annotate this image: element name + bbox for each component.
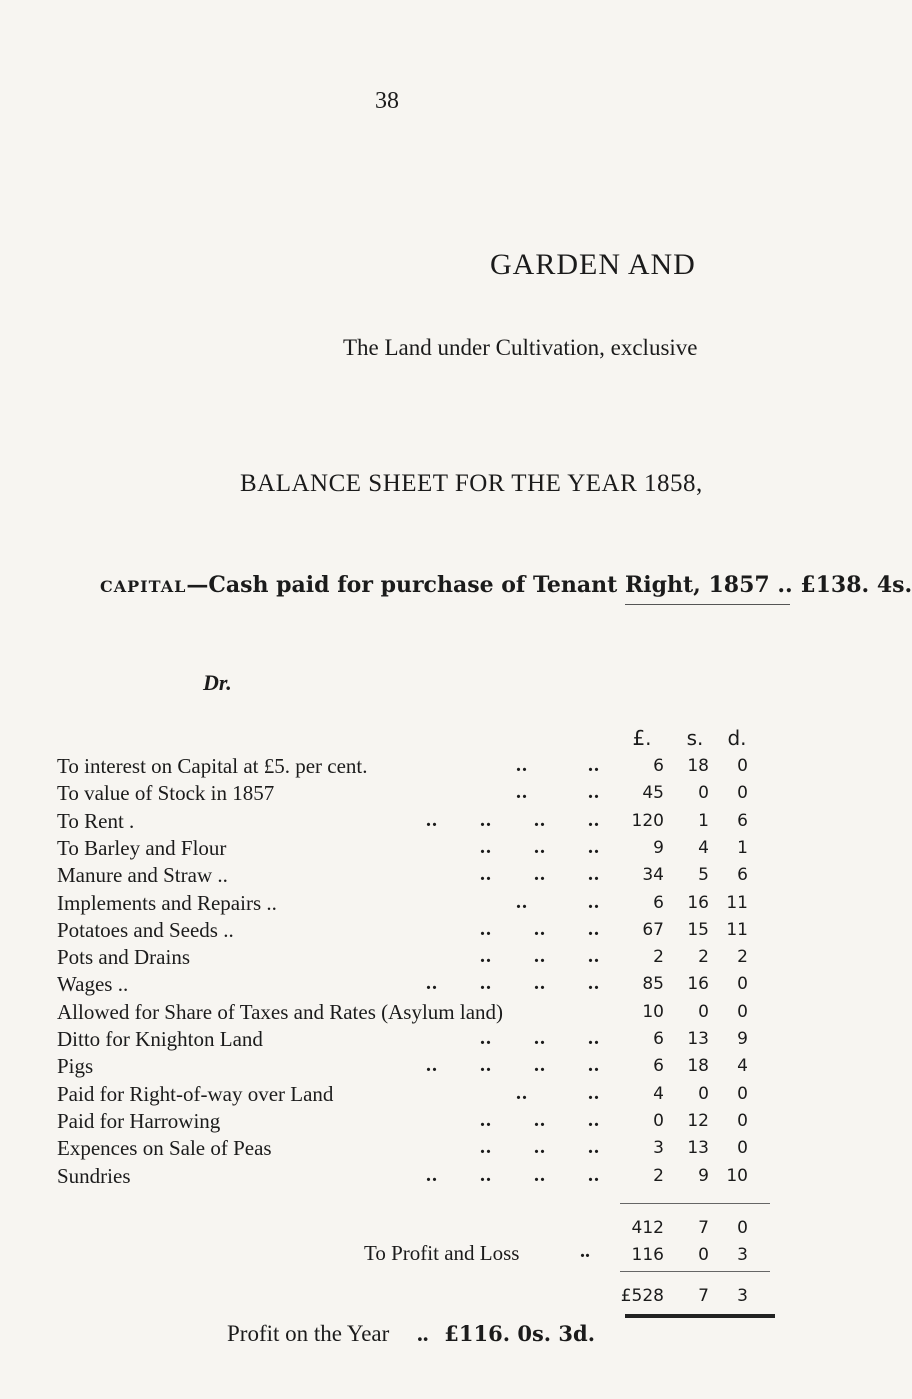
leader-dots: .. .. .. <box>480 945 600 968</box>
entry-pence: 0 <box>737 783 748 804</box>
entry-shillings: 2 <box>698 947 709 968</box>
entry-label: Ditto for Knighton Land <box>57 1027 263 1051</box>
leader-dots: .. .. .. .. <box>426 1054 600 1077</box>
leader-dots: .. .. .. <box>480 1108 600 1131</box>
entry-pounds: 9 <box>653 837 664 858</box>
leader-dots: .. .. <box>516 781 600 804</box>
entry-pence: 0 <box>737 1138 748 1159</box>
column-header-pence: d. <box>727 726 747 750</box>
ledger-row <box>0 918 800 945</box>
entry-shillings: 15 <box>687 919 709 940</box>
entry-shillings: 4 <box>698 837 709 858</box>
profit-on-year-dots: .. <box>417 1321 429 1346</box>
ledger-row <box>0 945 800 972</box>
leader-dots: .. .. <box>516 1081 600 1104</box>
leader-dots: .. .. .. <box>480 1136 600 1159</box>
entry-label: To Rent . <box>57 808 135 833</box>
ledger-row <box>0 863 800 890</box>
ledger-row <box>0 1027 800 1054</box>
ledger-row <box>0 781 800 808</box>
profit-on-year-label: Profit on the Year <box>227 1321 390 1346</box>
column-header-shillings: s. <box>686 726 704 750</box>
capital-underline <box>625 604 790 605</box>
entry-shillings: 18 <box>687 756 709 776</box>
entry-pence: 10 <box>726 1165 748 1186</box>
entry-label: Pots and Drains <box>57 945 190 970</box>
ledger-row <box>0 891 800 918</box>
entry-pence: 9 <box>737 1029 748 1049</box>
ledger-row <box>0 972 800 999</box>
entry-pounds: 67 <box>642 919 664 940</box>
profit-and-loss-shillings: 0 <box>698 1245 709 1265</box>
entry-shillings: 1 <box>698 810 709 831</box>
ledger-row <box>0 809 800 836</box>
entry-shillings: 16 <box>687 974 709 995</box>
leader-dots: .. .. .. .. <box>426 1163 600 1186</box>
entry-shillings: 13 <box>687 1138 709 1159</box>
grand-total-pounds: £528 <box>620 1286 664 1306</box>
page-subheading: The Land under Cultivation, exclusive <box>343 335 698 360</box>
page-number: 38 <box>375 88 399 114</box>
leader-dots: .. .. .. <box>480 863 600 886</box>
leader-dots: .. .. <box>516 890 600 913</box>
entry-pounds: 6 <box>653 892 664 913</box>
ledger-row <box>0 1136 800 1163</box>
profit-on-year-line <box>227 1321 595 1347</box>
column-header-pounds: £. <box>632 726 652 750</box>
profit-and-loss-dots: .. <box>580 1240 590 1262</box>
entry-pounds: 0 <box>653 1110 664 1131</box>
ledger-row <box>0 1082 800 1109</box>
profit-and-loss-pence: 3 <box>737 1245 748 1265</box>
entry-pounds: 6 <box>653 756 664 776</box>
entry-shillings: 18 <box>687 1056 709 1077</box>
entry-pence: 11 <box>726 892 748 913</box>
entry-label: Wages .. <box>57 972 129 997</box>
ledger-row <box>0 754 800 781</box>
entry-pounds: 4 <box>653 1083 664 1104</box>
entry-pence: 0 <box>737 1083 748 1104</box>
entry-label: Sundries <box>57 1163 131 1188</box>
entry-pounds: 2 <box>653 1165 664 1186</box>
entry-pence: 4 <box>737 1056 748 1077</box>
leader-dots: .. .. <box>516 754 600 776</box>
entry-shillings: 9 <box>698 1165 709 1186</box>
debit-side-label: Dr. <box>203 670 232 695</box>
ledger-row <box>0 836 800 863</box>
leader-dots: .. .. .. <box>480 917 600 940</box>
entry-pence: 2 <box>737 947 748 968</box>
entry-pounds: 120 <box>631 810 664 831</box>
grand-total-double-rule <box>625 1314 775 1318</box>
profit-on-year-amount: £116. 0s. 3d. <box>444 1321 596 1346</box>
leader-dots: .. .. .. <box>480 1027 600 1049</box>
entry-label: Allowed for Share of Taxes and Rates (Asylum land) <box>57 999 504 1024</box>
entry-label: Pigs <box>57 1054 94 1079</box>
capital-line <box>100 572 912 598</box>
entry-pence: 0 <box>737 756 748 776</box>
leader-dots: .. .. .. .. <box>426 972 600 995</box>
page-heading: GARDEN AND <box>490 248 696 281</box>
entry-shillings: 16 <box>687 892 709 913</box>
profit-and-loss-pounds: 116 <box>631 1245 664 1265</box>
entry-label: To interest on Capital at £5. per cent. <box>57 754 368 778</box>
entry-pence: 0 <box>737 1110 748 1131</box>
balance-sheet-title: BALANCE SHEET FOR THE YEAR 1858, <box>240 470 703 497</box>
entry-pounds: 3 <box>653 1138 664 1159</box>
entry-pounds: 10 <box>642 1001 664 1022</box>
entry-pounds: 6 <box>653 1029 664 1049</box>
subtotal-shillings: 7 <box>698 1218 709 1238</box>
capital-label: CAPITAL <box>100 577 187 596</box>
ledger-row <box>0 1054 800 1081</box>
subtotal-pounds: 412 <box>631 1218 664 1238</box>
entry-pounds: 34 <box>642 865 664 886</box>
profit-and-loss-label: To Profit and Loss <box>364 1241 520 1265</box>
ledger-row <box>0 1164 800 1191</box>
grand-total-pence: 3 <box>737 1286 748 1306</box>
entry-shillings: 0 <box>698 783 709 804</box>
entry-pence: 0 <box>737 974 748 995</box>
entry-label: To Barley and Flour <box>57 835 227 860</box>
entry-shillings: 13 <box>687 1029 709 1049</box>
grand-total-shillings: 7 <box>698 1286 709 1306</box>
ledger-row <box>0 1109 800 1136</box>
entry-shillings: 0 <box>698 1083 709 1104</box>
entry-pounds: 45 <box>642 783 664 804</box>
subtotal-rule <box>620 1203 770 1204</box>
entry-pounds: 6 <box>653 1056 664 1077</box>
capital-text: —Cash paid for purchase of Tenant Right, 1857 .. £138. 4s. <box>186 572 912 598</box>
subtotal-pence: 0 <box>737 1218 748 1238</box>
entry-pence: 6 <box>737 865 748 886</box>
entry-label: Expences on Sale of Peas <box>57 1136 272 1161</box>
entry-shillings: 5 <box>698 865 709 886</box>
entry-label: Potatoes and Seeds .. <box>57 917 234 942</box>
entry-pounds: 85 <box>642 974 664 995</box>
entry-pence: 1 <box>737 837 748 858</box>
leader-dots: .. .. .. .. <box>426 808 600 831</box>
leader-dots: .. .. .. <box>480 835 600 858</box>
entry-pence: 0 <box>737 1001 748 1022</box>
entry-label: Paid for Harrowing <box>57 1108 221 1133</box>
entry-pounds: 2 <box>653 947 664 968</box>
entry-label: To value of Stock in 1857 <box>57 781 275 806</box>
entry-label: Paid for Right-of-way over Land <box>57 1081 334 1106</box>
entry-pence: 6 <box>737 810 748 831</box>
entry-label: Manure and Straw .. <box>57 863 228 888</box>
entry-shillings: 12 <box>687 1110 709 1131</box>
entry-pence: 11 <box>726 919 748 940</box>
grand-total-rule <box>620 1271 770 1272</box>
entry-label: Implements and Repairs .. <box>57 890 277 915</box>
entry-shillings: 0 <box>698 1001 709 1022</box>
ledger-row <box>0 1000 800 1027</box>
